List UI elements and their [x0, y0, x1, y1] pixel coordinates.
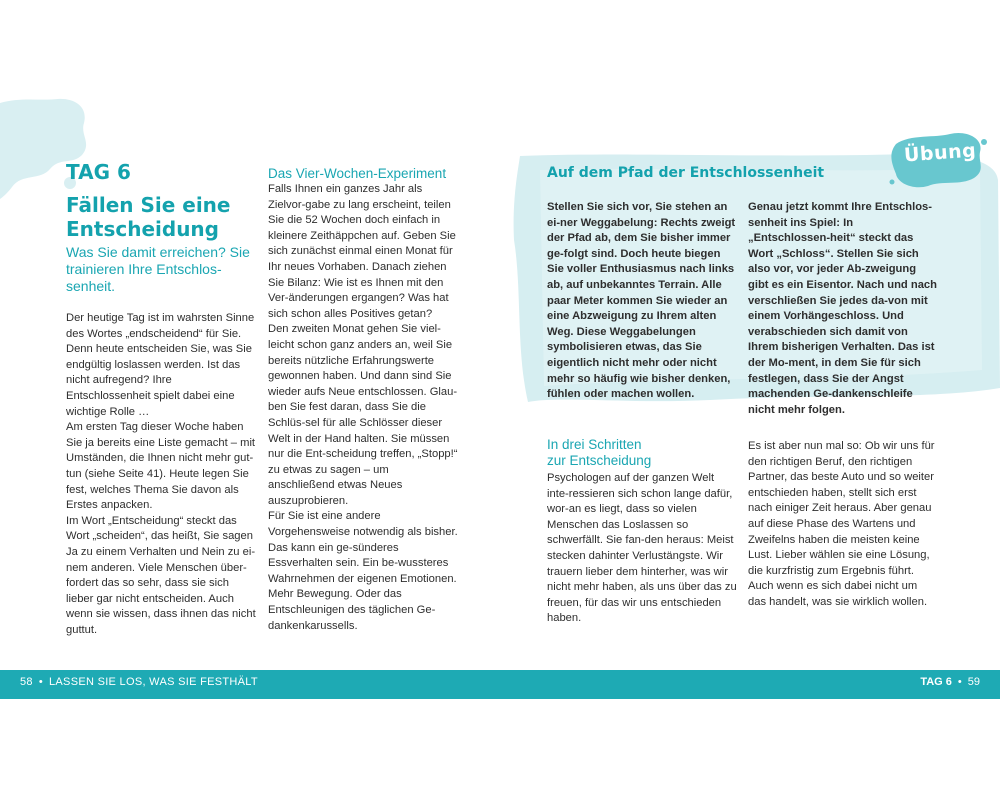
day-tag: TAG 6	[66, 160, 131, 184]
running-head-left: LASSEN SIE LOS, WAS SIE FESTHÄLT	[49, 676, 258, 688]
exercise-text-left: Stellen Sie sich vor, Sie stehen an ei-ner Weggabelung: Rechts zweigt der Pfad ab, dem Sie bisher immer ge-folgt sind. Doch heute biegen Sie voller Enthusiasmus nach links ab, auf unbekanntes Terrain. Alle paar Meter kommen Sie wieder an eine Abzweigung zu Ihrem alten Weg. Diese Weggabelungen symbolisieren etwas, das Sie eigentlich nicht mehr oder nicht mehr so häufig wie bisher denken, fühlen oder machen wollen.	[547, 201, 736, 401]
page-number-right: 59	[967, 676, 980, 688]
footer-right	[920, 676, 980, 688]
page-title: Fällen Sie eine Entscheidung	[66, 193, 231, 241]
exercise-text-right: Genau jetzt kommt Ihre Entschlos-senheit ins Spiel: In „Entschlossen-heit“ steckt das Wort „Schloss“. Stellen Sie sich also vor, vor jeder Ab-zweigung gibt es ein Eisentor. Nach und nach verschließen Sie jedes da-von mit einem Vorhängeschloss. Und verabschieden sich damit von Ihrem bisherigen Verhalten. Das ist der Mo-ment, in dem Sie für sich festlegen, dass Sie der Angst machenden Ge-dankenschleife nicht mehr folgen.	[748, 201, 937, 416]
footer-left	[20, 676, 258, 688]
paragraph: Für Sie ist eine andere Vorgehensweise notwendig als bisher. Das kann ein ge-sünderes Essverhalten sein. Ein be-wussteres Wahrnehmen der eigenen Emotionen. Mehr Bewegung. Oder das Entschleunigen des täglichen Ge-dankenkarussells.	[268, 510, 458, 632]
heading-line: In drei Schritten	[547, 437, 642, 452]
section-heading-steps	[547, 437, 737, 469]
body-column-4: Es ist aber nun mal so: Ob wir uns für den richtigen Beruf, den richtigen Partner, das beste Auto und so weiter entschieden haben, stellt sich erst nach einiger Zeit heraus. Aber genau auf diese Phase des Wartens und Zweifelns haben die meisten keine Lust. Lieber wählen sie eine Lösung, die kurzfristig zum Ergebnis führt. Auch wenn es sich dabei nicht um das handelt, was sie wirklich wollen.	[748, 440, 935, 608]
paragraph: Im Wort „Entscheidung“ steckt das Wort „scheiden“, das heißt, Sie sagen Ja zu einem Verhalten und Nein zu ei-nem anderen. Viele Menschen über-fordert das so sehr, dass sie sich lieber gar nicht entscheiden. Auch wenn sie wissen, dass ihnen das nicht guttut.	[66, 514, 256, 636]
separator-dot: •	[957, 676, 962, 688]
body-column-1	[66, 311, 256, 638]
paragraph: Der heutige Tag ist im wahrsten Sinne des Wortes „endscheidend“ für Sie. Denn heute entscheiden Sie, was Sie endgültig loslassen werden. Ist das nicht aufregend? Ihre Entschlossenheit spielt dabei eine wichtige Rolle …	[66, 312, 255, 418]
exercise-title: Auf dem Pfad der Entschlossenheit	[547, 165, 825, 181]
heading-line: zur Entscheidung	[547, 453, 652, 468]
section-heading-experiment: Das Vier-Wochen-Experiment	[268, 166, 447, 181]
exercise-badge: Übung	[903, 139, 977, 167]
body-column-3: Psychologen auf der ganzen Welt inte-ressieren sich schon lange dafür, wor-an es liegt, dass so vielen Menschen das Loslassen so schwerfällt. Sie fan-den heraus: Meist stecken dahinter Verlustängste. Wir trauern lieber dem hinterher, was wir nicht mehr haben, als uns über das zu freuen, für das wir uns entschieden haben.	[547, 472, 737, 625]
subtitle: Was Sie damit erreichen? Sie trainieren Ihre Entschlos-senheit.	[66, 244, 250, 294]
paragraph: Am ersten Tag dieser Woche haben Sie ja bereits eine Liste gemacht – mit Umständen, die Ihnen nicht mehr gut-tun (siehe Seite 41). Heute legen Sie fest, welches Thema Sie davon als Erstes anpacken.	[66, 421, 256, 512]
paragraph: Falls Ihnen ein ganzes Jahr als Zielvor-gabe zu lang erscheint, teilen Sie die 52 Wochen doch einfach in kleinere Zeithäppchen auf. Geben Sie sich zunächst einmal einen Monat für Ihr neues Vorhaben. Danach ziehen Sie Bilanz: Wie ist es Ihnen mit den Ver-änderungen ergangen? Was hat sich schon alles Positives getan?	[268, 183, 456, 320]
paragraph: Den zweiten Monat gehen Sie viel-leicht schon ganz anders an, weil Sie bereits nützliche Erfahrungswerte gewonnen haben. Und dann sind Sie wieder aufs Neue entschlossen. Glau-ben Sie fest daran, dass Sie die Schlüs-sel für alle Schlösser dieser Welt in der Hand halten. Sie müssen nur die Ent-scheidung treffen, „Stopp!“ zu etwas zu sagen – um anschließend etwas Neues auszuprobieren.	[268, 323, 458, 507]
body-column-2	[268, 182, 458, 634]
running-head-right: TAG 6	[920, 676, 952, 688]
separator-dot: •	[38, 676, 43, 688]
page-number-left: 58	[20, 676, 33, 688]
